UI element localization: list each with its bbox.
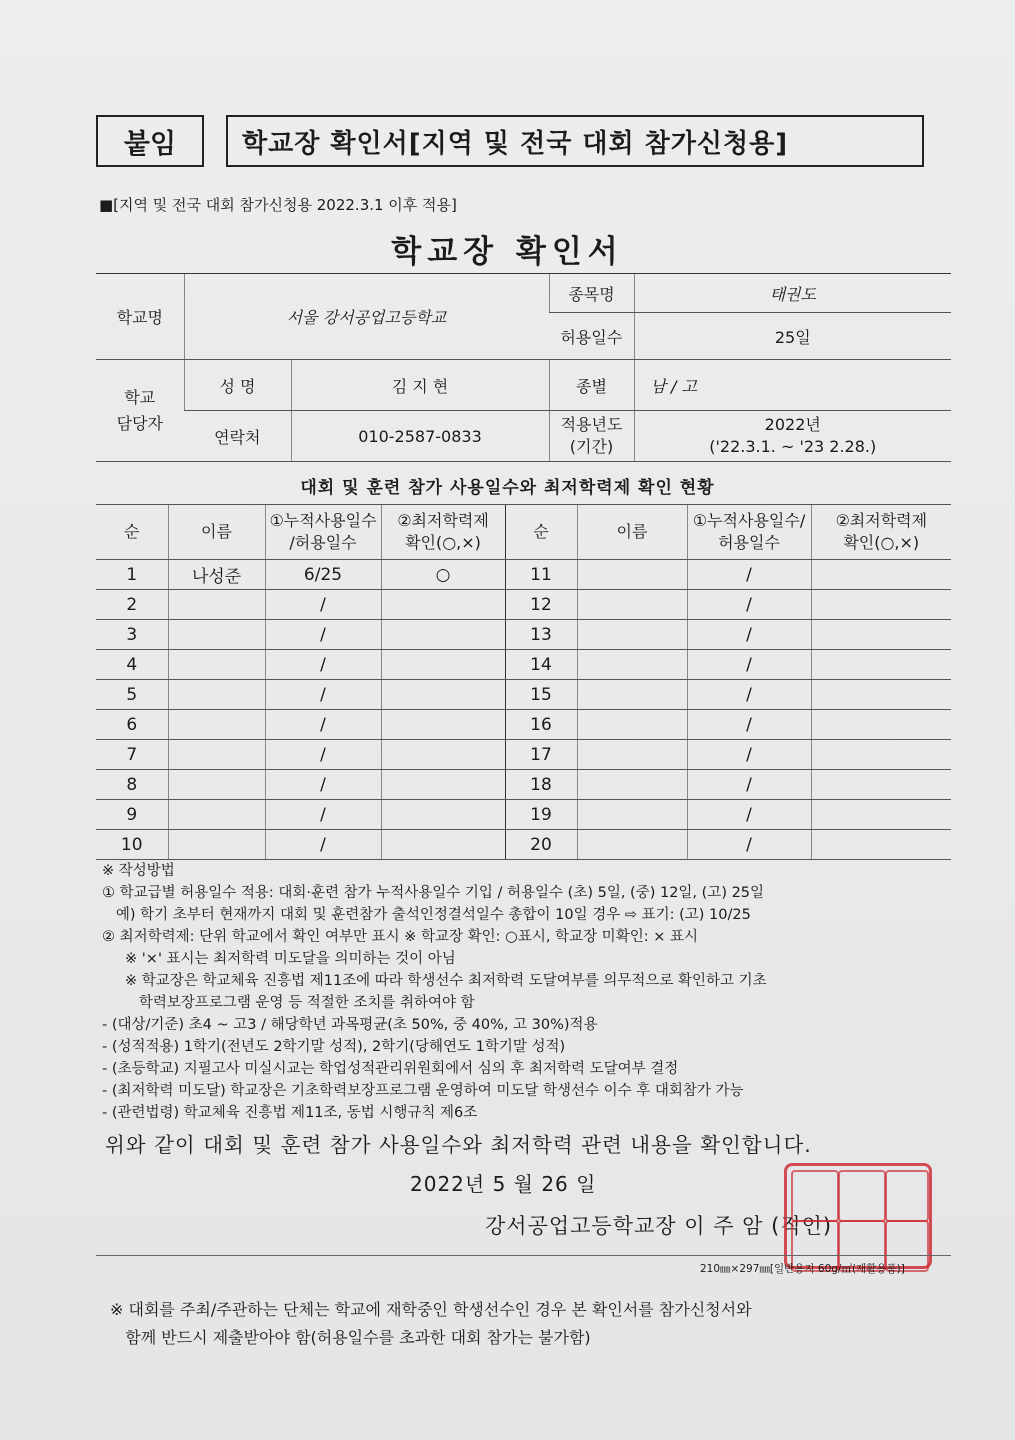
col-header-no-right: 순: [505, 505, 577, 560]
note-line: 예) 학기 초부터 현재까지 대회 및 훈련참가 출석인정결석일수 총합이 10일 경우 ⇨ 표기: (고) 10/25: [102, 907, 751, 923]
row-no: 10: [96, 830, 168, 860]
row-days: /: [265, 800, 381, 830]
year-value: 2022년: [764, 415, 821, 434]
row-check: [381, 770, 505, 800]
row-name: [168, 590, 265, 620]
row-days-right: /: [687, 710, 811, 740]
row-days: /: [265, 590, 381, 620]
row-no-right: 16: [505, 710, 577, 740]
row-no-right: 12: [505, 590, 577, 620]
row-no: 2: [96, 590, 168, 620]
attachment-label: 붙임: [96, 115, 204, 167]
school-name-value: 서울 강서공업고등학교: [184, 274, 549, 360]
row-name: [168, 650, 265, 680]
row-days: /: [265, 680, 381, 710]
row-check-right: [811, 620, 951, 650]
row-check-right: [811, 710, 951, 740]
table-row: [96, 680, 951, 710]
header-title: 학교장 확인서[지역 및 전국 대회 참가신청용]: [226, 115, 924, 167]
row-name-right: [577, 800, 687, 830]
row-name-right: [577, 560, 687, 590]
col-header-name: 이름: [168, 505, 265, 560]
col-header-check: ②최저학력제 확인(○,×): [381, 505, 505, 560]
row-no: 4: [96, 650, 168, 680]
table-row: [96, 620, 951, 650]
row-no-right: 18: [505, 770, 577, 800]
row-days-right: /: [687, 800, 811, 830]
type-value: 남 / 고: [634, 360, 951, 411]
row-no-right: 14: [505, 650, 577, 680]
official-seal-stamp: [784, 1163, 932, 1269]
issue-date: 2022년 5 월 26 일: [410, 1172, 597, 1196]
row-no-right: 20: [505, 830, 577, 860]
row-no-right: 11: [505, 560, 577, 590]
row-check-right: [811, 770, 951, 800]
row-check-right: [811, 650, 951, 680]
row-name: [168, 710, 265, 740]
row-check-right: [811, 590, 951, 620]
col-header-check-right: ②최저학력제 확인(○,×): [811, 505, 951, 560]
row-name-right: [577, 620, 687, 650]
row-name: [168, 770, 265, 800]
row-check: ○: [381, 560, 505, 590]
row-check: [381, 740, 505, 770]
note-line: ② 최저학력제: 단위 학교에서 확인 여부만 표시 ※ 학교장 확인: ○표시, 학교장 미확인: × 표시: [102, 929, 698, 945]
row-name-right: [577, 650, 687, 680]
note-line: - (초등학교) 지필고사 미실시교는 학업성적관리위원회에서 심의 후 최저학력 도달여부 결정: [102, 1061, 679, 1077]
row-check: [381, 650, 505, 680]
year-label: 적용년도 (기간): [549, 411, 634, 462]
table-row: [96, 560, 951, 590]
row-check: [381, 800, 505, 830]
note-line: ※ '×' 표시는 최저학력 미도달을 의미하는 것이 아님: [102, 951, 456, 967]
table-row: [96, 800, 951, 830]
footer-line: ※ 대회를 주최/주관하는 단체는 학교에 재학중인 학생선수인 경우 본 확인서를 참가신청서와: [110, 1300, 752, 1319]
confirmation-statement: 위와 같이 대회 및 훈련 참가 사용일수와 최저학력 관련 내용을 확인합니다.: [105, 1133, 812, 1157]
school-name-label: 학교명: [96, 274, 184, 360]
row-check-right: [811, 680, 951, 710]
row-name-right: [577, 740, 687, 770]
row-days: /: [265, 620, 381, 650]
note-line: ※ 학교장은 학교체육 진흥법 제11조에 따라 학생선수 최저학력 도달여부를 의무적으로 확인하고 기초: [102, 973, 767, 989]
allowed-days-label: 허용일수: [549, 313, 634, 360]
row-days: /: [265, 770, 381, 800]
row-name: [168, 620, 265, 650]
note-line: ※ 작성방법: [102, 863, 175, 879]
principal-signature: 강서공업고등학교장 이 주 암 (직인): [485, 1214, 833, 1238]
col-header-no: 순: [96, 505, 168, 560]
row-check-right: [811, 560, 951, 590]
manager-label: 학교 담당자: [96, 360, 184, 462]
contact-label: 연락처: [184, 411, 291, 462]
row-name-right: [577, 770, 687, 800]
table-row: [96, 830, 951, 860]
row-days-right: /: [687, 620, 811, 650]
row-days: /: [265, 740, 381, 770]
table-row: [96, 590, 951, 620]
col-header-days: ①누적사용일수 /허용일수: [265, 505, 381, 560]
col-header-days-right: ①누적사용일수/ 허용일수: [687, 505, 811, 560]
page-title: 학교장 확인서: [391, 234, 624, 270]
row-days-right: /: [687, 560, 811, 590]
period-value: ('22.3.1. ~ '23 2.28.): [709, 437, 877, 456]
row-days: /: [265, 650, 381, 680]
row-no: 7: [96, 740, 168, 770]
row-no-right: 17: [505, 740, 577, 770]
scope-note: ■[지역 및 전국 대회 참가신청용 2022.3.1 이후 적용]: [99, 196, 457, 214]
row-no-right: 15: [505, 680, 577, 710]
row-check: [381, 620, 505, 650]
type-label: 종별: [549, 360, 634, 411]
row-no: 5: [96, 680, 168, 710]
row-no: 9: [96, 800, 168, 830]
row-check: [381, 590, 505, 620]
writing-instructions: [102, 860, 962, 1124]
row-check-right: [811, 830, 951, 860]
row-days-right: /: [687, 680, 811, 710]
note-line: - (성적적용) 1학기(전년도 2학기말 성적), 2학기(당해연도 1학기말 성적): [102, 1039, 566, 1055]
row-name: 나성준: [168, 560, 265, 590]
row-days-right: /: [687, 830, 811, 860]
row-no: 8: [96, 770, 168, 800]
note-line: - (대상/기준) 초4 ~ 고3 / 해당학년 과목평균(초 50%, 중 40%, 고 30%)적용: [102, 1017, 598, 1033]
row-check: [381, 680, 505, 710]
col-header-name-right: 이름: [577, 505, 687, 560]
row-no: 6: [96, 710, 168, 740]
table-row: [96, 770, 951, 800]
row-days-right: /: [687, 740, 811, 770]
divider: [96, 1255, 951, 1256]
sport-label: 종목명: [549, 274, 634, 313]
note-line: 학력보장프로그램 운영 등 적절한 조치를 취하여야 함: [102, 995, 475, 1011]
allowed-days-value: 25일: [634, 313, 951, 360]
note-line: ① 학교급별 허용일수 적용: 대회·훈련 참가 누적사용일수 기입 / 허용일수 (초) 5일, (중) 12일, (고) 25일: [102, 885, 765, 901]
row-days: /: [265, 710, 381, 740]
table-row: [96, 740, 951, 770]
row-no-right: 13: [505, 620, 577, 650]
sport-value: 태권도: [634, 274, 951, 313]
year-cell: [634, 411, 951, 462]
note-line: - (관련법령) 학교체육 진흥법 제11조, 동법 시행규칙 제6조: [102, 1105, 478, 1121]
row-no: 3: [96, 620, 168, 650]
row-check-right: [811, 800, 951, 830]
row-days: 6/25: [265, 560, 381, 590]
row-days-right: /: [687, 650, 811, 680]
row-no: 1: [96, 560, 168, 590]
info-table: [96, 273, 951, 462]
status-rows: [96, 560, 951, 860]
row-name: [168, 830, 265, 860]
row-name-right: [577, 710, 687, 740]
status-table: [96, 504, 951, 860]
row-check-right: [811, 740, 951, 770]
contact-value: 010-2587-0833: [291, 411, 549, 462]
note-line: - (최저학력 미도달) 학교장은 기초학력보장프로그램 운영하여 미도달 학생선수 이수 후 대회참가 가능: [102, 1083, 744, 1099]
row-name-right: [577, 680, 687, 710]
row-days-right: /: [687, 590, 811, 620]
row-check: [381, 830, 505, 860]
name-value: 김 지 현: [291, 360, 549, 411]
section-title: 대회 및 훈련 참가 사용일수와 최저학력제 확인 현황: [300, 478, 715, 498]
table-row: [96, 710, 951, 740]
row-name-right: [577, 590, 687, 620]
footer-note: [110, 1296, 752, 1352]
row-name: [168, 800, 265, 830]
table-row: [96, 650, 951, 680]
row-name: [168, 680, 265, 710]
name-label: 성 명: [184, 360, 291, 411]
row-name-right: [577, 830, 687, 860]
row-check: [381, 710, 505, 740]
footer-line: 함께 반드시 제출받아야 함(허용일수를 초과한 대회 참가는 불가함): [110, 1328, 591, 1347]
row-days-right: /: [687, 770, 811, 800]
row-name: [168, 740, 265, 770]
row-days: /: [265, 830, 381, 860]
paper-spec: 210㎜×297㎜[일반용지 60g/㎡(재활용품)]: [700, 1263, 905, 1275]
row-no-right: 19: [505, 800, 577, 830]
